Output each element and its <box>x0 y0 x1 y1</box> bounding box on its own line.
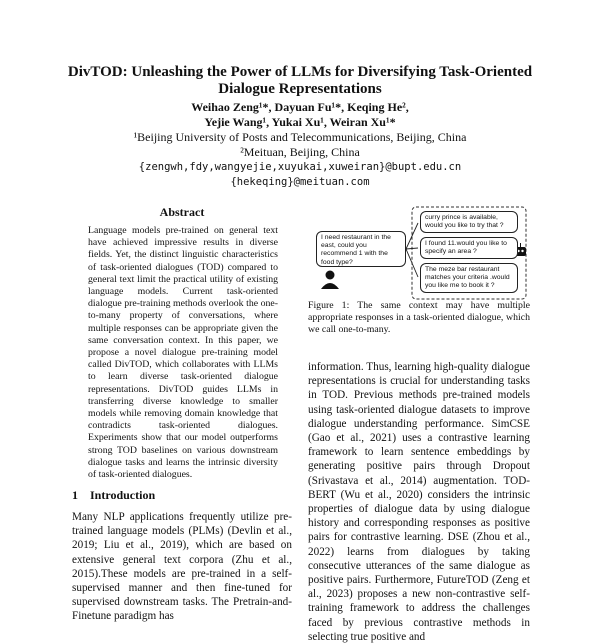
right-column-text: information. Thus, learning high-quality dialogue representations is crucial for understanding tasks in TOD. Previous methods pre-trained models using task-oriented dialogue datasets to improve dialogue understanding performance. SimCSE (Gao et al., 2021) uses a contrastive learning framework to learn sentence embeddings by generating positive pairs through Dropout (Srivastava et al., 2014) augmentation. TOD-BERT (Wu et al., 2020) considers the intrinsic properties of dialogue data by using dialogue history and corresponding responses as positive pairs for contrastive learning. DSE (Zhou et al., 2022) learns from dialogues by taking consecutive utterances of the same dialogue as positive pairs. Furthermore, FutureTOD (Zeng et al., 2023) proposes a new non-contrastive self-training framework to address the challenges faced by previous contrastive methods in selecting true positive and <box>308 361 530 643</box>
section-heading <box>72 488 155 503</box>
author-block <box>40 100 560 190</box>
response-bubble-3: The meze bar restaurant matches your criteria .would you like me to book it ? <box>420 263 518 293</box>
abstract-text: Language models pre-trained on general text have achieved impressive results in diverse fields. Yet, the distinct linguistic characteristics of task-oriented dialogues (TOD) compared to general text limit the practical utility of existing language models. Current task-oriented dialogue pre-training methods overlook the one-to-many property of conversations, where multiple responses can be appropriate given the same conversation context. In this paper, we propose a novel dialogue pre-training model called DivTOD, which collaborates with LLMs to learn diverse task-oriented dialogue representations. DivTOD guides LLMs in transferring diverse knowledge to smaller models while removing domain knowledge that contradicts task-oriented dialogues. Experiments show that our model outperforms strong TOD baselines on various downstream dialogue tasks and learns the intrinsic diversity of task-oriented dialogues. <box>88 225 278 481</box>
affiliation-2: ²Meituan, Beijing, China <box>240 145 360 159</box>
section-number: 1 <box>72 488 78 502</box>
response-bubble-1: curry prince is available, would you like to try that ? <box>420 211 518 233</box>
paper-title: DivTOD: Unleashing the Power of LLMs for Diversifying Task-Oriented Dialogue Representations <box>67 64 533 97</box>
user-utterance-bubble: I need restaurant in the east, could you recommend 1 with the food type? <box>316 231 406 267</box>
section-title: Introduction <box>90 488 156 502</box>
authors-line-1: Weihao Zeng¹*, Dayuan Fu¹*, Keqing He², <box>191 100 409 114</box>
arrow-to-response-2 <box>406 248 418 249</box>
user-icon <box>321 271 339 290</box>
introduction-text: Many NLP applications frequently utilize pre-trained language models (PLMs) (Devlin et al., 2019; Liu et al., 2019), which are based on extensive general text corpora (Zhu et al., 2015).These models are pre-trained in a self-supervised manner and then fine-tuned for supervised downstream tasks. The Pretrain-and-Finetune paradigm has <box>72 511 292 623</box>
figure-1 <box>308 205 530 303</box>
abstract-heading: Abstract <box>159 205 205 219</box>
affiliation-1: ¹Beijing University of Posts and Telecommunications, Beijing, China <box>133 130 467 144</box>
email-1: {zengwh,fdy,wangyejie,xuyukai,xuweiran}@bupt.edu.cn <box>138 161 462 173</box>
response-bubble-2: I found 11.would you like to specify an area ? <box>420 237 518 259</box>
authors-line-2: Yejie Wang¹, Yukai Xu¹, Weiran Xu¹* <box>204 115 396 129</box>
figure-caption: Figure 1: The same context may have multiple appropriate responses in a task-oriented dialogue, which we call one-to-many. <box>308 300 530 336</box>
email-2: {hekeqing}@meituan.com <box>230 176 370 188</box>
